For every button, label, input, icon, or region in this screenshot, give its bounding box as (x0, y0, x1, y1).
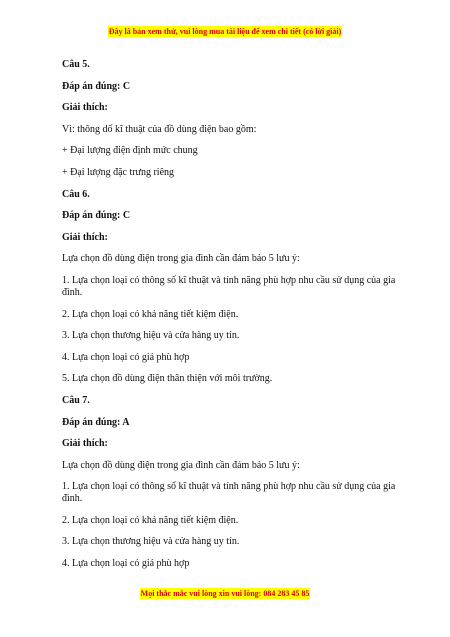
paragraph-line: Lựa chọn đồ dùng điện trong gia đình cần đảm bảo 5 lưu ý: (62, 459, 300, 471)
paragraph-line: 5. Lựa chọn đồ dùng điện thân thiện với môi trường. (62, 373, 273, 385)
paragraph-line: + Đại lượng điện định mức chung (62, 145, 198, 157)
section-heading: Đáp án đúng: C (62, 210, 131, 222)
paragraph-line: Lựa chọn đồ dùng điện trong gia đình cần đảm bảo 5 lưu ý: (62, 253, 300, 265)
section-heading: Giải thích: (62, 231, 108, 243)
paragraph-line: 2. Lựa chọn loại có khả năng tiết kiệm điện. (62, 308, 239, 320)
section-heading: Câu 5. (62, 59, 90, 70)
contact-notice-text: Mọi thắc mắc vui lòng xin vui lòng: 084 283 45 85 (140, 589, 310, 598)
paragraph-line: 1. Lựa chọn loại có thông số kĩ thuật và tính năng phù hợp nhu cầu sử dụng của gia đình. (62, 481, 396, 505)
preview-notice-text: Đây là bản xem thử, vui lòng mua tài liệu để xem chi tiết (có lời giải) (108, 27, 342, 36)
paragraph-line: + Đại lượng đặc trưng riêng (62, 166, 175, 178)
section-heading: Giải thích: (62, 438, 108, 450)
paragraph-line: 1. Lựa chọn loại có thông số kĩ thuật và tính năng phù hợp nhu cầu sử dụng của gia đình. (62, 274, 396, 298)
paragraph-line: 2. Lựa chọn loại có khả năng tiết kiệm điện. (62, 514, 239, 526)
section-heading: Giải thích: (62, 102, 108, 114)
paragraph-line: 3. Lựa chọn thương hiệu và cửa hàng uy tín. (62, 330, 240, 342)
section-heading: Câu 7. (62, 394, 90, 406)
paragraph-line: Vì: thông dố kĩ thuật của đồ dùng điện bao gồm: (62, 123, 257, 135)
section-heading: Câu 6. (62, 188, 90, 200)
preview-notice-banner (0, 27, 450, 36)
answer-explanations (62, 59, 412, 580)
section-heading: Đáp án đúng: A (62, 416, 130, 428)
paragraph-line: 3. Lựa chọn thương hiệu và cửa hàng uy tín. (62, 536, 240, 548)
paragraph-line: 4. Lựa chọn loại có giá phù hợp (62, 558, 190, 570)
section-heading: Đáp án đúng: C (62, 80, 131, 92)
contact-notice-banner (0, 589, 450, 598)
paragraph-line: 4. Lựa chọn loại có giá phù hợp (62, 351, 190, 363)
